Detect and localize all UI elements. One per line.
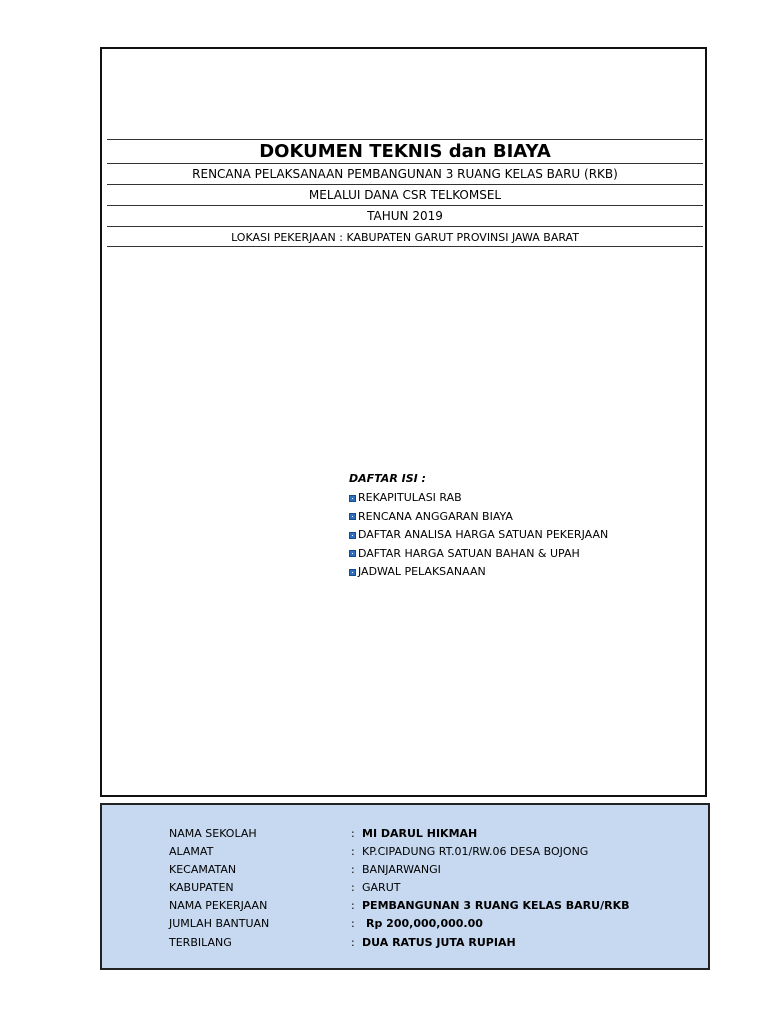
info-row-regency bbox=[169, 879, 689, 897]
info-colon: : bbox=[351, 845, 355, 858]
info-row-district bbox=[169, 861, 689, 879]
info-value: GARUT bbox=[362, 881, 401, 894]
info-row-in-words bbox=[169, 934, 689, 952]
info-colon: : bbox=[351, 827, 355, 840]
table-of-contents bbox=[349, 471, 608, 582]
info-label: JUMLAH BANTUAN bbox=[169, 917, 270, 930]
info-value: MI DARUL HIKMAH bbox=[362, 827, 478, 840]
info-colon: : bbox=[351, 917, 355, 930]
toc-item-label: JADWAL PELAKSANAAN bbox=[358, 565, 486, 579]
square-bullet-icon bbox=[349, 550, 356, 557]
toc-item bbox=[349, 545, 608, 564]
square-bullet-icon bbox=[349, 569, 356, 576]
subtitle-location: LOKASI PEKERJAAN : KABUPATEN GARUT PROVINSI JAWA BARAT bbox=[107, 226, 703, 247]
info-row-address bbox=[169, 843, 689, 861]
info-colon: : bbox=[351, 863, 355, 876]
info-colon: : bbox=[351, 881, 355, 894]
info-value: KP.CIPADUNG RT.01/RW.06 DESA BOJONG bbox=[362, 845, 589, 858]
subtitle-plan: RENCANA PELAKSANAAN PEMBANGUNAN 3 RUANG KELAS BARU (RKB) bbox=[107, 163, 703, 184]
toc-item-label: DAFTAR ANALISA HARGA SATUAN PEKERJAAN bbox=[358, 528, 609, 542]
info-value: Rp 200,000,000.00 bbox=[366, 917, 483, 930]
info-colon: : bbox=[351, 899, 355, 912]
subtitle-funding: MELALUI DANA CSR TELKOMSEL bbox=[107, 184, 703, 205]
toc-item bbox=[349, 508, 608, 527]
info-colon: : bbox=[351, 936, 355, 949]
info-value: PEMBANGUNAN 3 RUANG KELAS BARU/RKB bbox=[362, 899, 630, 912]
info-label: KABUPATEN bbox=[169, 881, 234, 894]
info-row-work-name bbox=[169, 897, 689, 915]
info-row-school bbox=[169, 825, 689, 843]
toc-item bbox=[349, 489, 608, 508]
toc-item-label: REKAPITULASI RAB bbox=[358, 491, 462, 505]
info-label: NAMA PEKERJAAN bbox=[169, 899, 268, 912]
subtitle-year: TAHUN 2019 bbox=[107, 205, 703, 226]
square-bullet-icon bbox=[349, 532, 356, 539]
info-row-amount bbox=[169, 915, 689, 933]
toc-heading: DAFTAR ISI : bbox=[349, 472, 426, 485]
info-label: KECAMATAN bbox=[169, 863, 237, 876]
toc-item bbox=[349, 563, 608, 582]
document-title: DOKUMEN TEKNIS dan BIAYA bbox=[107, 139, 703, 163]
info-label: ALAMAT bbox=[169, 845, 214, 858]
toc-item-label: DAFTAR HARGA SATUAN BAHAN & UPAH bbox=[358, 546, 580, 560]
info-value: BANJARWANGI bbox=[362, 863, 441, 876]
info-label: NAMA SEKOLAH bbox=[169, 827, 257, 840]
info-value: DUA RATUS JUTA RUPIAH bbox=[362, 936, 516, 949]
square-bullet-icon bbox=[349, 513, 356, 520]
toc-item-label: RENCANA ANGGARAN BIAYA bbox=[358, 509, 513, 523]
project-info-box bbox=[100, 803, 710, 970]
toc-item bbox=[349, 526, 608, 545]
square-bullet-icon bbox=[349, 495, 356, 502]
info-label: TERBILANG bbox=[169, 936, 232, 949]
